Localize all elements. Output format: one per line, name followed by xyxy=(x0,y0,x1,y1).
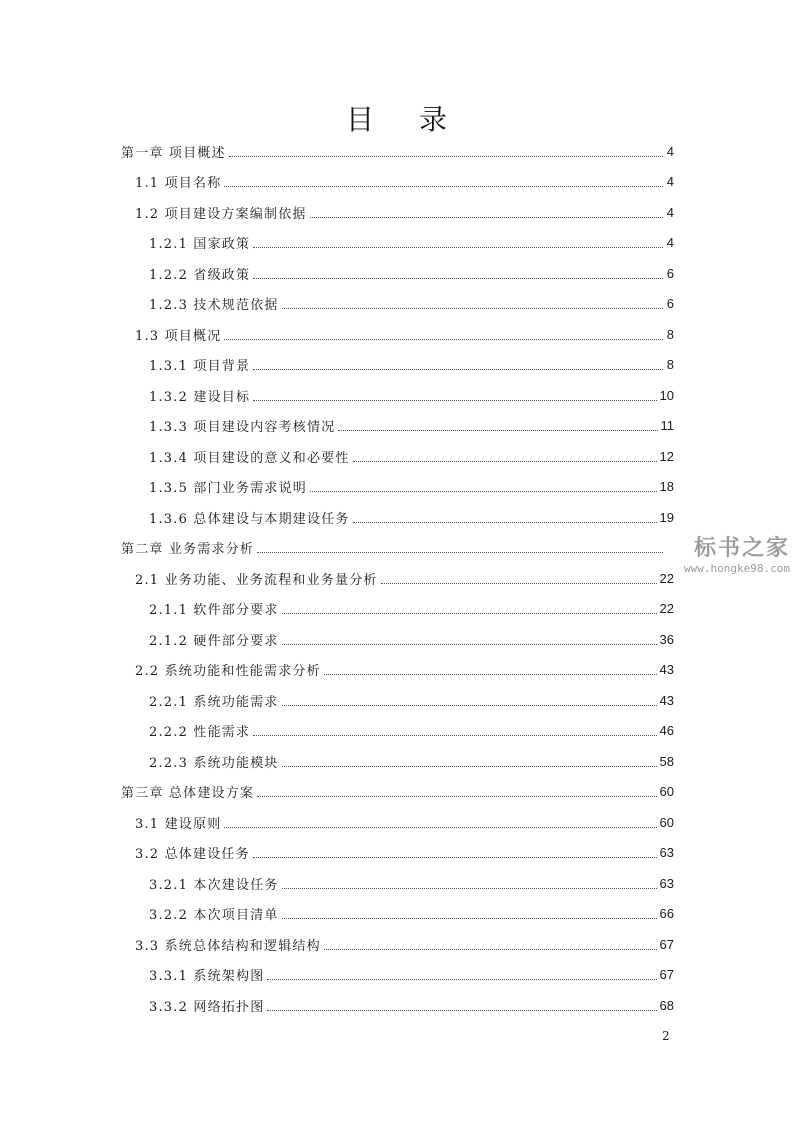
toc-entry-label: 第三章 总体建设方案 xyxy=(121,786,255,802)
toc-dot-leader xyxy=(338,430,657,431)
toc-entry[interactable] xyxy=(0,777,793,808)
toc-entry-label: 3.2.1 本次建设任务 xyxy=(149,877,279,893)
toc-entry-page: 22 xyxy=(659,570,674,586)
toc-entry-page: 12 xyxy=(659,448,674,464)
toc-dot-leader xyxy=(224,339,663,340)
toc-entry[interactable] xyxy=(0,441,793,472)
toc-entry-label: 2.1.1 软件部分要求 xyxy=(149,603,279,619)
toc-dot-leader xyxy=(267,1010,656,1011)
toc-dot-leader xyxy=(253,278,663,279)
toc-entry-page: 4 xyxy=(666,174,674,190)
toc-entry-label: 第二章 业务需求分析 xyxy=(121,542,255,558)
toc-entry[interactable] xyxy=(0,289,793,320)
toc-entry[interactable] xyxy=(0,899,793,930)
toc-dot-leader xyxy=(282,888,657,889)
toc-entry-label: 2.2 系统功能和性能需求分析 xyxy=(135,664,321,680)
toc-entry[interactable] xyxy=(0,136,793,167)
toc-entry-label: 1.3.1 项目背景 xyxy=(149,359,251,375)
toc-entry-label: 3.1 建设原则 xyxy=(135,816,222,832)
toc-entry-label: 1.1 项目名称 xyxy=(135,176,222,192)
toc-dot-leader xyxy=(353,522,657,523)
toc-dot-leader xyxy=(381,583,657,584)
toc-entry-label: 2.2.3 系统功能模块 xyxy=(149,755,279,771)
toc-dot-leader xyxy=(282,613,657,614)
toc-entry-label: 第一章 项目概述 xyxy=(121,145,226,161)
toc-entry-page: 67 xyxy=(659,936,674,952)
toc-entry-label: 1.2.1 国家政策 xyxy=(149,237,251,253)
toc-entry-label: 3.3 系统总体结构和逻辑结构 xyxy=(135,938,321,954)
toc-dot-leader xyxy=(310,217,663,218)
toc-dot-leader xyxy=(257,552,663,553)
toc-entry[interactable] xyxy=(0,350,793,381)
toc-entry-page: 6 xyxy=(666,296,674,312)
page-title: 目 录 xyxy=(346,103,465,136)
toc-entry-page: 18 xyxy=(659,479,674,495)
toc-dot-leader xyxy=(229,156,663,157)
toc-entry-label: 3.2 总体建设任务 xyxy=(135,847,250,863)
toc-dot-leader xyxy=(257,796,656,797)
toc-entry-label: 1.3.5 部门业务需求说明 xyxy=(149,481,308,497)
toc-entry-label: 2.2.2 性能需求 xyxy=(149,725,251,741)
toc-entry-page: 4 xyxy=(666,143,674,159)
page-number: 2 xyxy=(662,1029,670,1043)
toc-entry-label: 2.2.1 系统功能需求 xyxy=(149,694,279,710)
toc-entry-label: 1.2 项目建设方案编制依据 xyxy=(135,206,307,222)
toc-dot-leader xyxy=(253,857,657,858)
toc-entry[interactable] xyxy=(0,624,793,655)
toc-entry-page: 43 xyxy=(659,692,674,708)
toc-dot-leader xyxy=(324,949,657,950)
watermark xyxy=(640,536,790,576)
toc-dot-leader xyxy=(353,461,657,462)
toc-entry-page: 58 xyxy=(659,753,674,769)
toc-entry[interactable] xyxy=(0,746,793,777)
toc-entry[interactable] xyxy=(0,868,793,899)
toc-entry[interactable] xyxy=(0,807,793,838)
toc-entry-label: 3.2.2 本次项目清单 xyxy=(149,908,279,924)
toc-entry-label: 1.2.2 省级政策 xyxy=(149,267,251,283)
toc-entry-label: 2.1.2 硬件部分要求 xyxy=(149,633,279,649)
watermark-url: www.hongke98.com xyxy=(684,562,790,575)
toc-dot-leader xyxy=(224,827,656,828)
toc-dot-leader xyxy=(253,247,663,248)
toc-dot-leader xyxy=(253,369,663,370)
toc-entry-label: 1.3.3 项目建设内容考核情况 xyxy=(149,420,336,436)
toc-entry[interactable] xyxy=(0,380,793,411)
toc-entry-page: 43 xyxy=(659,662,674,678)
toc-entry-page: 4 xyxy=(666,235,674,251)
toc-entry-label: 1.3.4 项目建设的意义和必要性 xyxy=(149,450,350,466)
toc-entry[interactable] xyxy=(0,472,793,503)
toc-dot-leader xyxy=(282,918,657,919)
toc-entry[interactable] xyxy=(0,258,793,289)
toc-dot-leader xyxy=(282,766,657,767)
toc-entry-label: 1.3 项目概况 xyxy=(135,328,222,344)
toc-entry[interactable] xyxy=(0,228,793,259)
toc-entry[interactable] xyxy=(0,319,793,350)
toc-entry-page: 67 xyxy=(659,967,674,983)
table-of-contents xyxy=(0,136,793,1021)
toc-entry[interactable] xyxy=(0,502,793,533)
toc-dot-leader xyxy=(282,308,663,309)
toc-entry[interactable] xyxy=(0,167,793,198)
toc-entry-label: 1.2.3 技术规范依据 xyxy=(149,298,279,314)
toc-entry-page: 19 xyxy=(659,509,674,525)
toc-entry[interactable] xyxy=(0,594,793,625)
toc-entry[interactable] xyxy=(0,411,793,442)
toc-entry-label: 3.3.2 网络拓扑图 xyxy=(149,999,265,1015)
toc-entry[interactable] xyxy=(0,838,793,869)
toc-entry[interactable] xyxy=(0,655,793,686)
toc-entry-page: 6 xyxy=(666,265,674,281)
toc-entry-page: 68 xyxy=(659,997,674,1013)
toc-dot-leader xyxy=(282,705,657,706)
toc-entry-page: 4 xyxy=(666,204,674,220)
toc-entry-page: 63 xyxy=(659,845,674,861)
toc-entry[interactable] xyxy=(0,685,793,716)
toc-entry[interactable] xyxy=(0,716,793,747)
toc-dot-leader xyxy=(310,491,657,492)
toc-entry-page: 60 xyxy=(659,784,674,800)
toc-entry-page: 11 xyxy=(660,418,674,434)
toc-entry-page: 60 xyxy=(659,814,674,830)
toc-dot-leader xyxy=(282,644,657,645)
toc-entry-page: 8 xyxy=(666,357,674,373)
toc-entry-page: 63 xyxy=(659,875,674,891)
toc-entry[interactable] xyxy=(0,929,793,960)
toc-entry-label: 2.1 业务功能、业务流程和业务量分析 xyxy=(135,572,378,588)
toc-entry[interactable] xyxy=(0,197,793,228)
toc-entry-page: 66 xyxy=(659,906,674,922)
toc-entry-label: 1.3.6 总体建设与本期建设任务 xyxy=(149,511,350,527)
toc-entry-page: 22 xyxy=(659,601,674,617)
toc-entry-label: 1.3.2 建设目标 xyxy=(149,389,251,405)
toc-entry-page: 46 xyxy=(659,723,674,739)
toc-entry-page: 8 xyxy=(666,326,674,342)
toc-entry[interactable] xyxy=(0,960,793,991)
toc-entry[interactable] xyxy=(0,990,793,1021)
toc-dot-leader xyxy=(267,979,656,980)
toc-entry-page: 36 xyxy=(659,631,674,647)
toc-dot-leader xyxy=(253,400,656,401)
toc-entry-label: 3.3.1 系统架构图 xyxy=(149,969,265,985)
toc-dot-leader xyxy=(253,735,656,736)
toc-dot-leader xyxy=(224,186,663,187)
toc-entry-page: 10 xyxy=(659,387,674,403)
toc-dot-leader xyxy=(324,674,657,675)
watermark-logo: 标书之家 xyxy=(693,536,790,561)
